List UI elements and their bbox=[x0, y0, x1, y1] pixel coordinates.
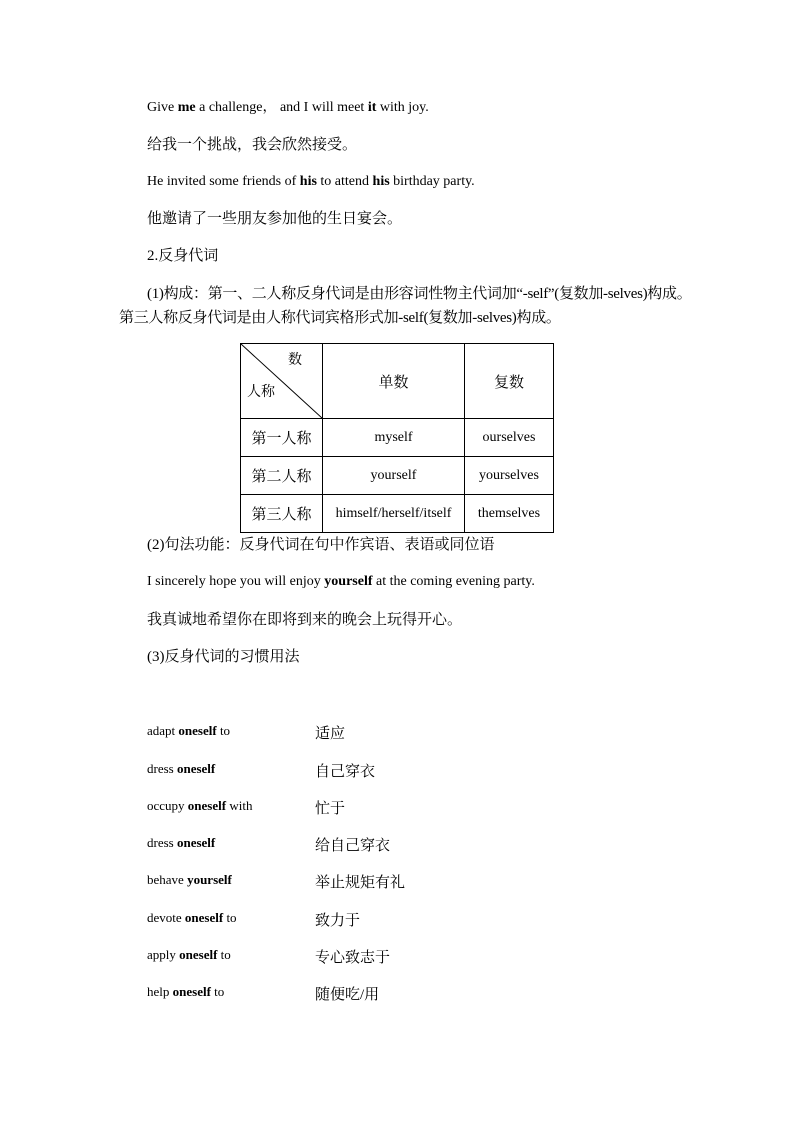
header-singular: 单数 bbox=[323, 344, 465, 419]
highlight-pronoun: his bbox=[372, 174, 390, 189]
singular-cell: yourself bbox=[323, 457, 465, 495]
formation-text-cont: 第三人称反身代词是由人称代词宾格形式加-self(复数加-selves)构成。 bbox=[119, 310, 561, 326]
phrase-zh: 随便吃/用 bbox=[315, 987, 380, 1003]
diagonal-header-cell bbox=[241, 344, 323, 419]
table-row bbox=[241, 457, 554, 495]
singular-cell: himself/herself/itself bbox=[323, 495, 465, 533]
example-sentence-en: He invited some friends of his to attend his birthday party. bbox=[147, 174, 475, 189]
header-number-label: 数 bbox=[288, 353, 302, 368]
phrase-en: adapt oneself to bbox=[147, 723, 231, 738]
person-cell: 第三人称 bbox=[241, 495, 323, 533]
highlight-pronoun: it bbox=[367, 100, 377, 115]
person-cell: 第二人称 bbox=[241, 457, 323, 495]
phrase-en: apply oneself to bbox=[147, 947, 231, 962]
table-row bbox=[241, 495, 554, 533]
phrase-en: behave yourself bbox=[147, 872, 232, 887]
section-heading: 2.反身代词 bbox=[147, 248, 219, 264]
table-row bbox=[241, 419, 554, 457]
phrase-en: dress oneself bbox=[147, 761, 216, 776]
usage-heading: (3)反身代词的习惯用法 bbox=[147, 649, 300, 665]
phrase-en: dress oneself bbox=[147, 835, 216, 850]
highlight-pronoun: me bbox=[177, 100, 196, 115]
phrase-en: devote oneself to bbox=[147, 910, 237, 925]
reflexive-pronoun-table bbox=[240, 343, 554, 533]
plural-cell: yourselves bbox=[465, 457, 554, 495]
phrase-zh: 专心致志于 bbox=[315, 950, 391, 966]
phrase-zh: 致力于 bbox=[315, 913, 361, 929]
formation-text: (1)构成：第一、二人称反身代词是由形容词性物主代词加“-self”(复数加-selves)构成。 bbox=[147, 286, 692, 302]
plural-cell: themselves bbox=[465, 495, 554, 533]
example-sentence-zh: 他邀请了一些朋友参加他的生日宴会。 bbox=[147, 211, 403, 227]
phrase-en: occupy oneself with bbox=[147, 798, 253, 813]
example-sentence-zh: 我真诚地希望你在即将到来的晚会上玩得开心。 bbox=[147, 612, 463, 628]
table-header-row bbox=[241, 344, 554, 419]
phrase-zh: 自己穿衣 bbox=[315, 764, 376, 780]
plural-cell: ourselves bbox=[465, 419, 554, 457]
phrase-zh: 给自己穿衣 bbox=[315, 838, 391, 854]
phrase-zh: 举止规矩有礼 bbox=[315, 875, 406, 891]
header-plural: 复数 bbox=[465, 344, 554, 419]
singular-cell: myself bbox=[323, 419, 465, 457]
phrase-en: help oneself to bbox=[147, 984, 225, 999]
phrase-zh: 适应 bbox=[315, 726, 346, 742]
example-sentence-en: Give me a challenge， and I will meet it with joy. bbox=[147, 100, 429, 115]
phrase-zh: 忙于 bbox=[315, 801, 346, 817]
example-sentence-zh: 给我一个挑战，我会欣然接受。 bbox=[147, 137, 358, 153]
highlight-pronoun: yourself bbox=[324, 574, 373, 589]
header-person-label: 人称 bbox=[247, 385, 275, 400]
highlight-pronoun: his bbox=[299, 174, 317, 189]
function-heading: (2)句法功能：反身代词在句中作宾语、表语或同位语 bbox=[147, 537, 495, 553]
example-sentence-en: I sincerely hope you will enjoy yourself at the coming evening party. bbox=[147, 574, 535, 589]
person-cell: 第一人称 bbox=[241, 419, 323, 457]
